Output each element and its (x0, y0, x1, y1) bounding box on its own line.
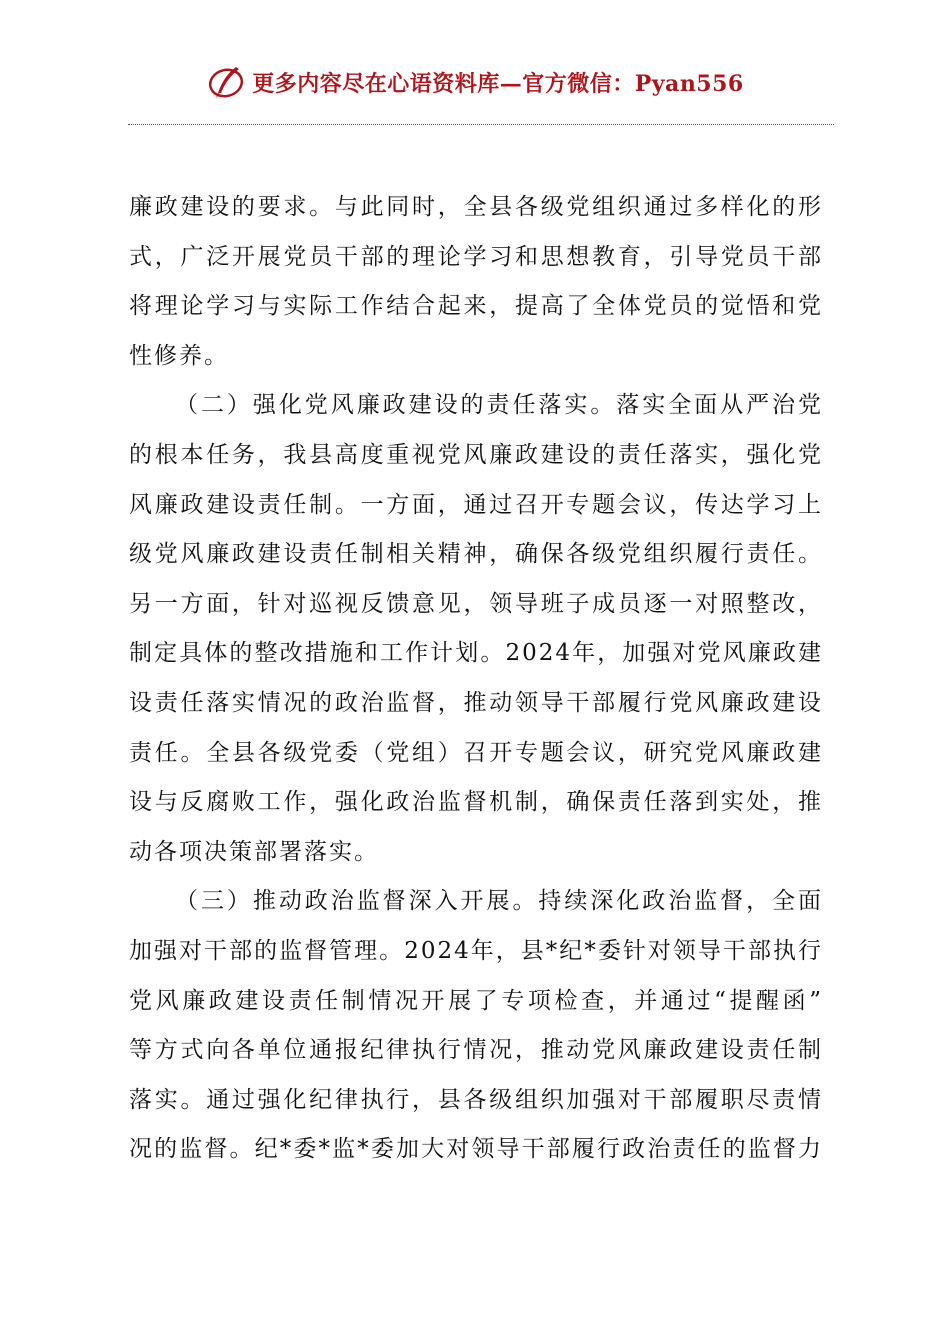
header-divider (128, 124, 834, 125)
text-line: 另一方面，针对巡视反馈意见，领导班子成员逐一对照整改， (129, 590, 823, 617)
text-line: 况的监督。纪*委*监*委加大对领导干部履行政治责任的监督力 (129, 1136, 823, 1163)
quill-pen-logo-icon (206, 61, 248, 103)
text-line: 设责任落实情况的政治监督，推动领导干部履行党风廉政建设 (129, 689, 823, 716)
text-line: 责任。全县各级党委（党组）召开专题会议，研究党风廉政建 (129, 739, 823, 766)
paragraph-heading-line: （二）强化党风廉政建设的责任落实。落实全面从严治党 (175, 392, 823, 419)
text-line: 将理论学习与实际工作结合起来，提高了全体党员的觉悟和党 (129, 293, 823, 320)
page-header (0, 58, 950, 106)
text-line: 设与反腐败工作，强化政治监督机制，确保责任落到实处，推 (129, 789, 823, 816)
text-line: 等方式向各单位通报纪律执行情况，推动党风廉政建设责任制 (129, 1037, 823, 1064)
text-line: 性修养。 (129, 342, 229, 369)
header-title: 更多内容尽在心语资料库—官方微信：Pyan556 (252, 70, 744, 97)
text-line: 廉政建设的要求。与此同时，全县各级党组织通过多样化的形 (129, 194, 823, 220)
text-line: 动各项决策部署落实。 (129, 838, 379, 865)
text-line: 落实。通过强化纪律执行，县各级组织加强对干部履职尽责情 (129, 1086, 823, 1113)
text-line: 级党风廉政建设责任制相关精神，确保各级党组织履行责任。 (129, 541, 823, 568)
text-line: 的根本任务，我县高度重视党风廉政建设的责任落实，强化党 (129, 441, 823, 468)
paragraph-heading-line: （三）推动政治监督深入开展。持续深化政治监督，全面 (175, 888, 823, 915)
document-body (129, 183, 823, 1175)
text-line: 风廉政建设责任制。一方面，通过召开专题会议，传达学习上 (129, 491, 823, 518)
text-line: 制定具体的整改措施和工作计划。2024年，加强对党风廉政建 (129, 640, 823, 667)
text-line: 党风廉政建设责任制情况开展了专项检查，并通过“提醒函” (129, 987, 823, 1014)
text-line: 加强对干部的监督管理。2024年，县*纪*委针对领导干部执行 (129, 937, 823, 964)
text-line: 式，广泛开展党员干部的理论学习和思想教育，引导党员干部 (129, 243, 823, 270)
